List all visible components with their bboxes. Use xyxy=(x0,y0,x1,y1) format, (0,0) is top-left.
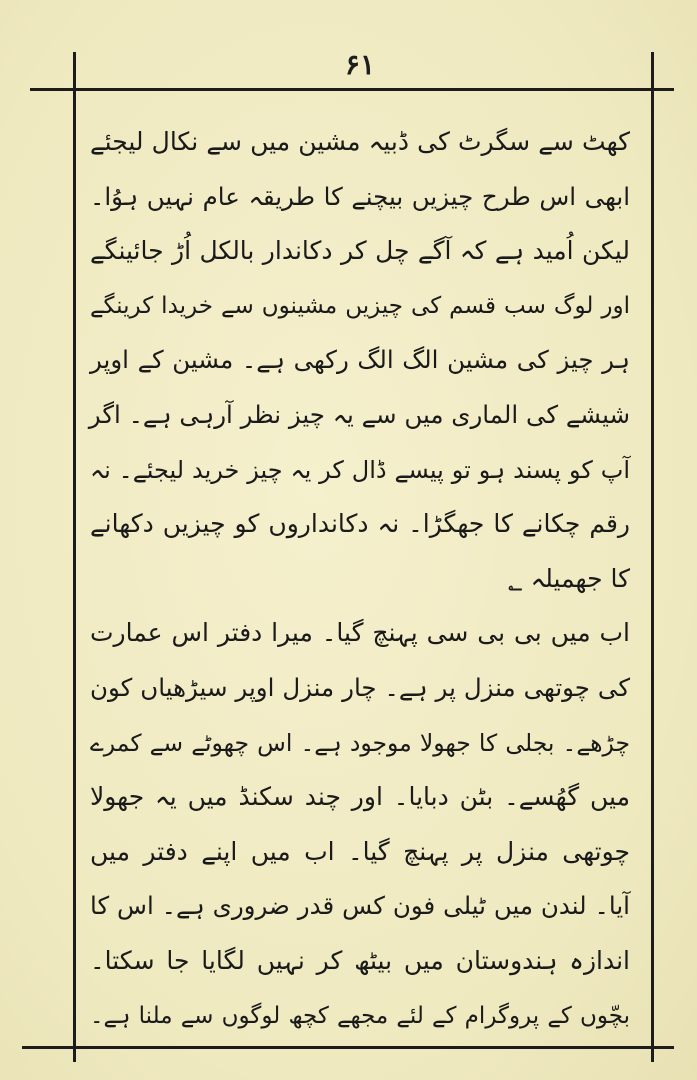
text-line: چوتھی منزل پر پہنچ گیا۔ اب میں اپنے دفتر میں xyxy=(90,836,630,866)
top-border-rule xyxy=(30,88,674,91)
text-line: میں گھُسے۔ بٹن دبایا۔ اور چند سکنڈ میں یہ جھولا xyxy=(90,782,630,812)
text-line: رقم چکانے کا جھگڑا۔ نہ دکانداروں کو چیزیں دکھانے xyxy=(90,509,630,539)
text-line: اور لوگ سب قسم کی چیزیں مشینوں سے خریدا کرینگے xyxy=(90,292,630,319)
text-line: شیشے کی الماری میں سے یہ چیز نظر آرہی ہے۔ اگر xyxy=(88,399,630,429)
bottom-border-rule xyxy=(22,1046,674,1049)
text-line: آیا۔ لندن میں ٹیلی فون کس قدر ضروری ہے۔ اس کا xyxy=(90,891,630,921)
text-line: اندازہ ہندوستان میں بیٹھ کر نہیں لگایا جا سکتا۔ xyxy=(90,945,630,975)
body-text xyxy=(90,115,630,1043)
text-line: آپ کو پسند ہو تو پیسے ڈال کر یہ چیز خرید لیجئے۔ نہ xyxy=(90,455,630,484)
text-line: کا جھمیلہ ؂ xyxy=(508,563,630,593)
text-line: کی چوتھی منزل پر ہے۔ چار منزل اوپر سیڑھیاں کون xyxy=(90,672,630,702)
text-line: چڑھے۔ بجلی کا جھولا موجود ہے۔ اس چھوٹے سے کمرے xyxy=(90,728,630,757)
right-border-rule xyxy=(651,52,654,1062)
text-line: بچّوں کے پروگرام کے لئے مجھے کچھ لوگوں سے ملنا ہے۔ xyxy=(90,1002,630,1029)
text-line: ہر چیز کی مشین الگ الگ رکھی ہے۔ مشین کے اوپر xyxy=(90,345,630,375)
left-border-rule xyxy=(73,52,76,1062)
text-line: کھٹ سے سگرٹ کی ڈبیہ مشین میں سے نکال لیجئے xyxy=(90,127,630,156)
page-number: ۶۱ xyxy=(344,48,376,81)
text-line: اب میں بی بی سی پہنچ گیا۔ میرا دفتر اس عمارت xyxy=(90,618,630,648)
text-line: لیکن اُمید ہے کہ آگے چل کر دکاندار بالکل اُڑ جائینگے xyxy=(90,236,630,266)
text-line: ابھی اس طرح چیزیں بیچنے کا طریقہ عام نہیں ہوُا۔ xyxy=(90,181,630,211)
